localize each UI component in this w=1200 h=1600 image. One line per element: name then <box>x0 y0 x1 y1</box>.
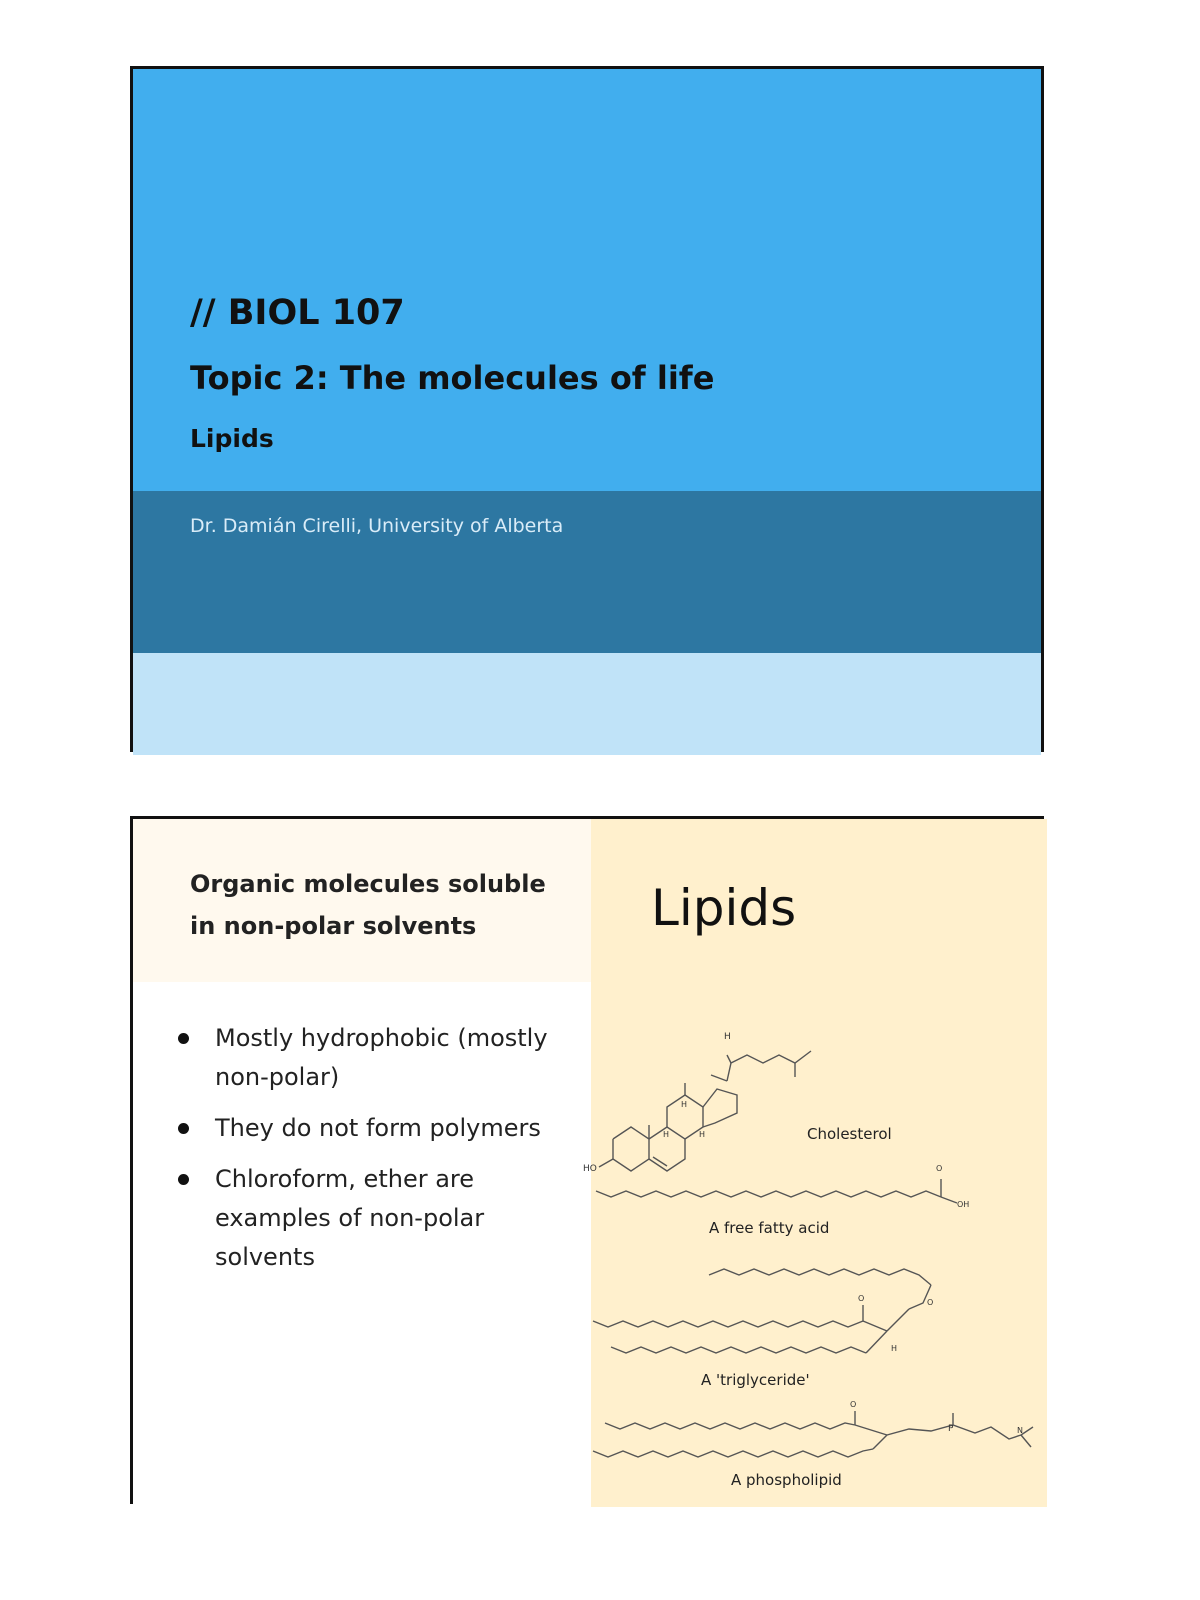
bullet-dot-icon <box>178 1033 189 1044</box>
lipids-title: Lipids <box>651 879 797 937</box>
atom-label: H <box>724 1032 731 1042</box>
atom-label: H <box>681 1100 688 1109</box>
slide-subtitle: Lipids <box>190 424 274 453</box>
atom-label: N <box>1017 1426 1023 1435</box>
cholesterol-structure <box>583 1032 892 1174</box>
triglyceride-structure <box>593 1269 933 1389</box>
bullet-item: They do not form polymers <box>173 1109 573 1148</box>
bullet-dot-icon <box>178 1123 189 1134</box>
slide-heading: Organic molecules soluble in non-polar solvents <box>190 870 546 940</box>
bullet-dot-icon <box>178 1174 189 1185</box>
phospholipid-label: A phospholipid <box>731 1471 842 1489</box>
bullet-list <box>173 1019 573 1289</box>
atom-label: H <box>699 1130 706 1139</box>
lipid-structures-diagram <box>583 819 1047 1507</box>
atom-label: O <box>927 1298 934 1307</box>
topic-title: Topic 2: The molecules of life <box>190 359 715 397</box>
atom-label: HO <box>583 1164 597 1174</box>
course-code: // BIOL 107 <box>190 293 405 333</box>
atom-label: H <box>663 1130 670 1139</box>
atom-label: OH <box>957 1200 970 1209</box>
atom-label: H <box>891 1344 898 1353</box>
bullet-item: Mostly hydrophobic (mostly non-polar) <box>173 1019 573 1097</box>
author-line: Dr. Damián Cirelli, University of Alberta <box>190 515 564 537</box>
atom-label: P <box>948 1424 954 1434</box>
fatty-acid-label: A free fatty acid <box>709 1219 830 1237</box>
triglyceride-label: A 'triglyceride' <box>701 1371 810 1389</box>
fatty-acid-structure <box>596 1164 969 1237</box>
atom-label: O <box>936 1164 943 1173</box>
cholesterol-label: Cholesterol <box>807 1125 892 1143</box>
lipids-slide <box>130 816 1044 1504</box>
atom-label: O <box>850 1400 857 1409</box>
footer-band <box>133 653 1041 755</box>
title-slide <box>130 66 1044 752</box>
phospholipid-structure <box>593 1400 1033 1489</box>
bullet-item: Chloroform, ether are examples of non-polar solvents <box>173 1160 573 1277</box>
atom-label: O <box>858 1294 865 1303</box>
